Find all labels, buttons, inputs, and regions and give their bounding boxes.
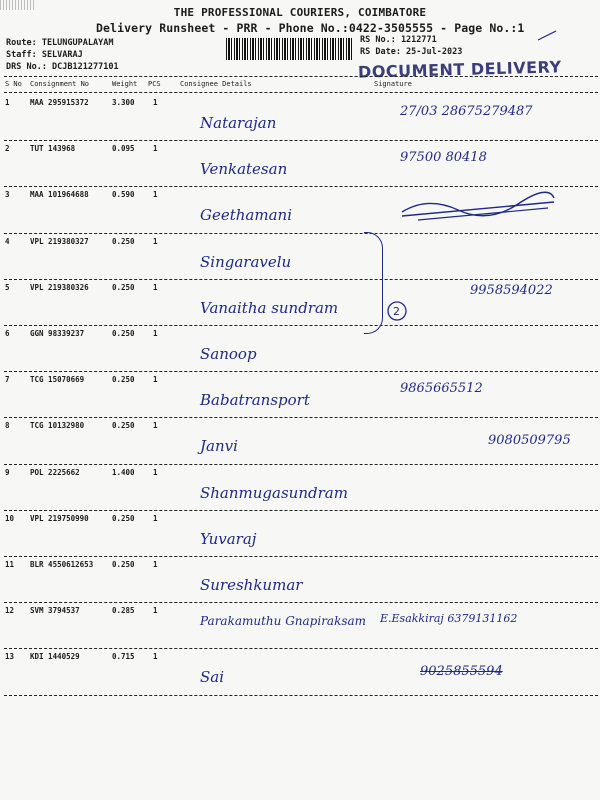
row-weight: 0.095 <box>112 144 135 154</box>
struck-signature <box>398 190 558 230</box>
row-consignment-no: KDI 1440529 <box>30 652 80 662</box>
row-sno: 9 <box>5 467 10 477</box>
row-consignment-no: MAA 101964688 <box>30 190 89 200</box>
row-pcs: 1 <box>153 513 158 523</box>
row-divider <box>4 556 598 557</box>
document-delivery-stamp: DOCUMENT DELIVERY <box>357 57 562 82</box>
corner-pen-mark <box>536 28 560 44</box>
row-sno: 10 <box>5 513 15 523</box>
row-consignment-no: POL 2225662 <box>30 467 80 477</box>
row-signature: 97500 80418 <box>400 150 487 166</box>
row-sno: 4 <box>5 236 10 246</box>
row-divider <box>4 233 598 234</box>
row-divider <box>4 325 598 326</box>
row-consignee-name: Singaravelu <box>200 252 292 271</box>
rs-number: RS No.: 1212771 <box>360 35 437 45</box>
row-pcs: 1 <box>153 98 158 107</box>
row-sno: 2 <box>5 144 10 154</box>
row-consignment-no: TCG 15070669 <box>30 375 85 385</box>
row-weight: 0.715 <box>112 652 135 662</box>
barcode <box>226 38 352 60</box>
col-header-pcs: PCS <box>148 80 161 88</box>
row-sno: 8 <box>5 421 10 431</box>
row-consignee-name: Babatransport <box>200 391 310 410</box>
row-divider <box>4 695 598 696</box>
row-divider <box>4 464 598 465</box>
row-weight: 0.250 <box>112 421 135 431</box>
row-consignment-no: VPL 219380326 <box>30 282 89 292</box>
row-consignment-no: SVM 3794537 <box>30 606 80 616</box>
row-signature: 9865665512 <box>400 381 483 397</box>
row-consignee-name: Sureshkumar <box>200 576 303 594</box>
row-pcs: 1 <box>153 190 158 200</box>
row-pcs: 1 <box>153 560 158 569</box>
row-pcs: 1 <box>153 421 158 431</box>
header-bottom-rule <box>4 92 598 93</box>
row-pcs: 1 <box>153 329 158 338</box>
row-pcs: 1 <box>153 236 158 246</box>
row-sno: 3 <box>5 190 10 200</box>
row-pcs: 1 <box>153 652 158 662</box>
row-sno: 13 <box>5 652 15 662</box>
row-consignment-no: TCG 10132980 <box>30 421 85 431</box>
row-divider <box>4 510 598 511</box>
row-weight: 0.250 <box>112 282 135 292</box>
row-consignee-name: Sanoop <box>200 345 257 363</box>
row-divider <box>4 371 598 372</box>
row-pcs: 1 <box>153 144 158 154</box>
company-title: THE PROFESSIONAL COURIERS, COIMBATORE <box>173 6 427 19</box>
row-consignment-no: BLR 4550612653 <box>30 560 94 569</box>
row-sno: 12 <box>5 606 15 616</box>
row-consignee-name: Shanmugasundram <box>200 483 348 502</box>
row-sno: 11 <box>5 560 15 569</box>
row-pcs: 1 <box>153 282 158 292</box>
row-consignee-name: Parakamuthu Gnapiraksam <box>200 614 367 629</box>
row-signature: 9025855594 <box>420 664 503 680</box>
row-sno: 5 <box>5 282 10 292</box>
row-consignment-no: TUT 143968 <box>30 144 76 154</box>
drs-label: DRS No.: DCJB121277101 <box>6 62 119 72</box>
row-divider <box>4 417 598 418</box>
row-weight: 0.250 <box>112 375 135 385</box>
row-consignee-name: Janvi <box>200 437 238 456</box>
rs-date: RS Date: 25-Jul-2023 <box>360 47 463 57</box>
row-weight: 0.285 <box>112 606 135 616</box>
col-header-sno: S No <box>5 80 22 88</box>
svg-text:2: 2 <box>393 305 400 318</box>
row-weight: 0.250 <box>112 560 135 569</box>
row-weight: 3.300 <box>112 98 135 107</box>
row-signature: 27/03 28675279487 <box>400 104 533 119</box>
row-pcs: 1 <box>153 375 158 385</box>
col-header-consignee: Consignee Details <box>180 80 252 88</box>
row-consignee-name: Sai <box>200 668 225 687</box>
route-label: Route: TELUNGUPALAYAM <box>6 38 114 48</box>
row-pcs: 1 <box>153 467 158 477</box>
row-consignment-no: VPL 219750990 <box>30 513 89 523</box>
row-divider <box>4 186 598 187</box>
row-sno: 7 <box>5 375 10 385</box>
row-consignment-no: MAA 295915372 <box>30 98 89 107</box>
row-sno: 6 <box>5 329 10 338</box>
row-consignee-name: Yuvaraj <box>200 529 257 548</box>
row-consignee-name: Venkatesan <box>200 160 288 179</box>
header-rule <box>4 76 598 77</box>
row-divider <box>4 279 598 280</box>
row-pcs: 1 <box>153 606 158 616</box>
row-divider <box>4 648 598 649</box>
row-weight: 0.250 <box>112 236 135 246</box>
row-sno: 1 <box>5 98 10 107</box>
bracket-mark <box>364 232 383 334</box>
row-divider <box>4 602 598 603</box>
staff-label: Staff: SELVARAJ <box>6 50 83 60</box>
col-header-weight: Weight <box>112 80 138 88</box>
col-header-signature: Signature <box>374 80 412 88</box>
row-weight: 0.590 <box>112 190 135 200</box>
row-divider <box>4 140 598 141</box>
row-signature: 9958594022 <box>470 282 553 298</box>
row-consignment-no: VPL 219380327 <box>30 236 89 246</box>
row-consignment-no: GGN 98339237 <box>30 329 85 338</box>
row-consignee-name: Vanaitha sundram <box>200 298 339 317</box>
row-signature: 9080509795 <box>488 433 571 449</box>
circled-two-mark <box>384 298 410 324</box>
row-consignee-name: Geethamani <box>200 206 292 225</box>
row-weight: 1.400 <box>112 467 135 477</box>
row-consignee-name: Natarajan <box>200 114 277 132</box>
col-header-consignment: Consignment No <box>30 80 90 88</box>
row-signature: E.Esakkiraj 6379131162 <box>380 612 518 626</box>
runsheet-title: Delivery Runsheet - PRR - Phone No.:0422-3505555 - Page No.:1 <box>96 21 525 35</box>
row-weight: 0.250 <box>112 329 135 338</box>
row-weight: 0.250 <box>112 513 135 523</box>
